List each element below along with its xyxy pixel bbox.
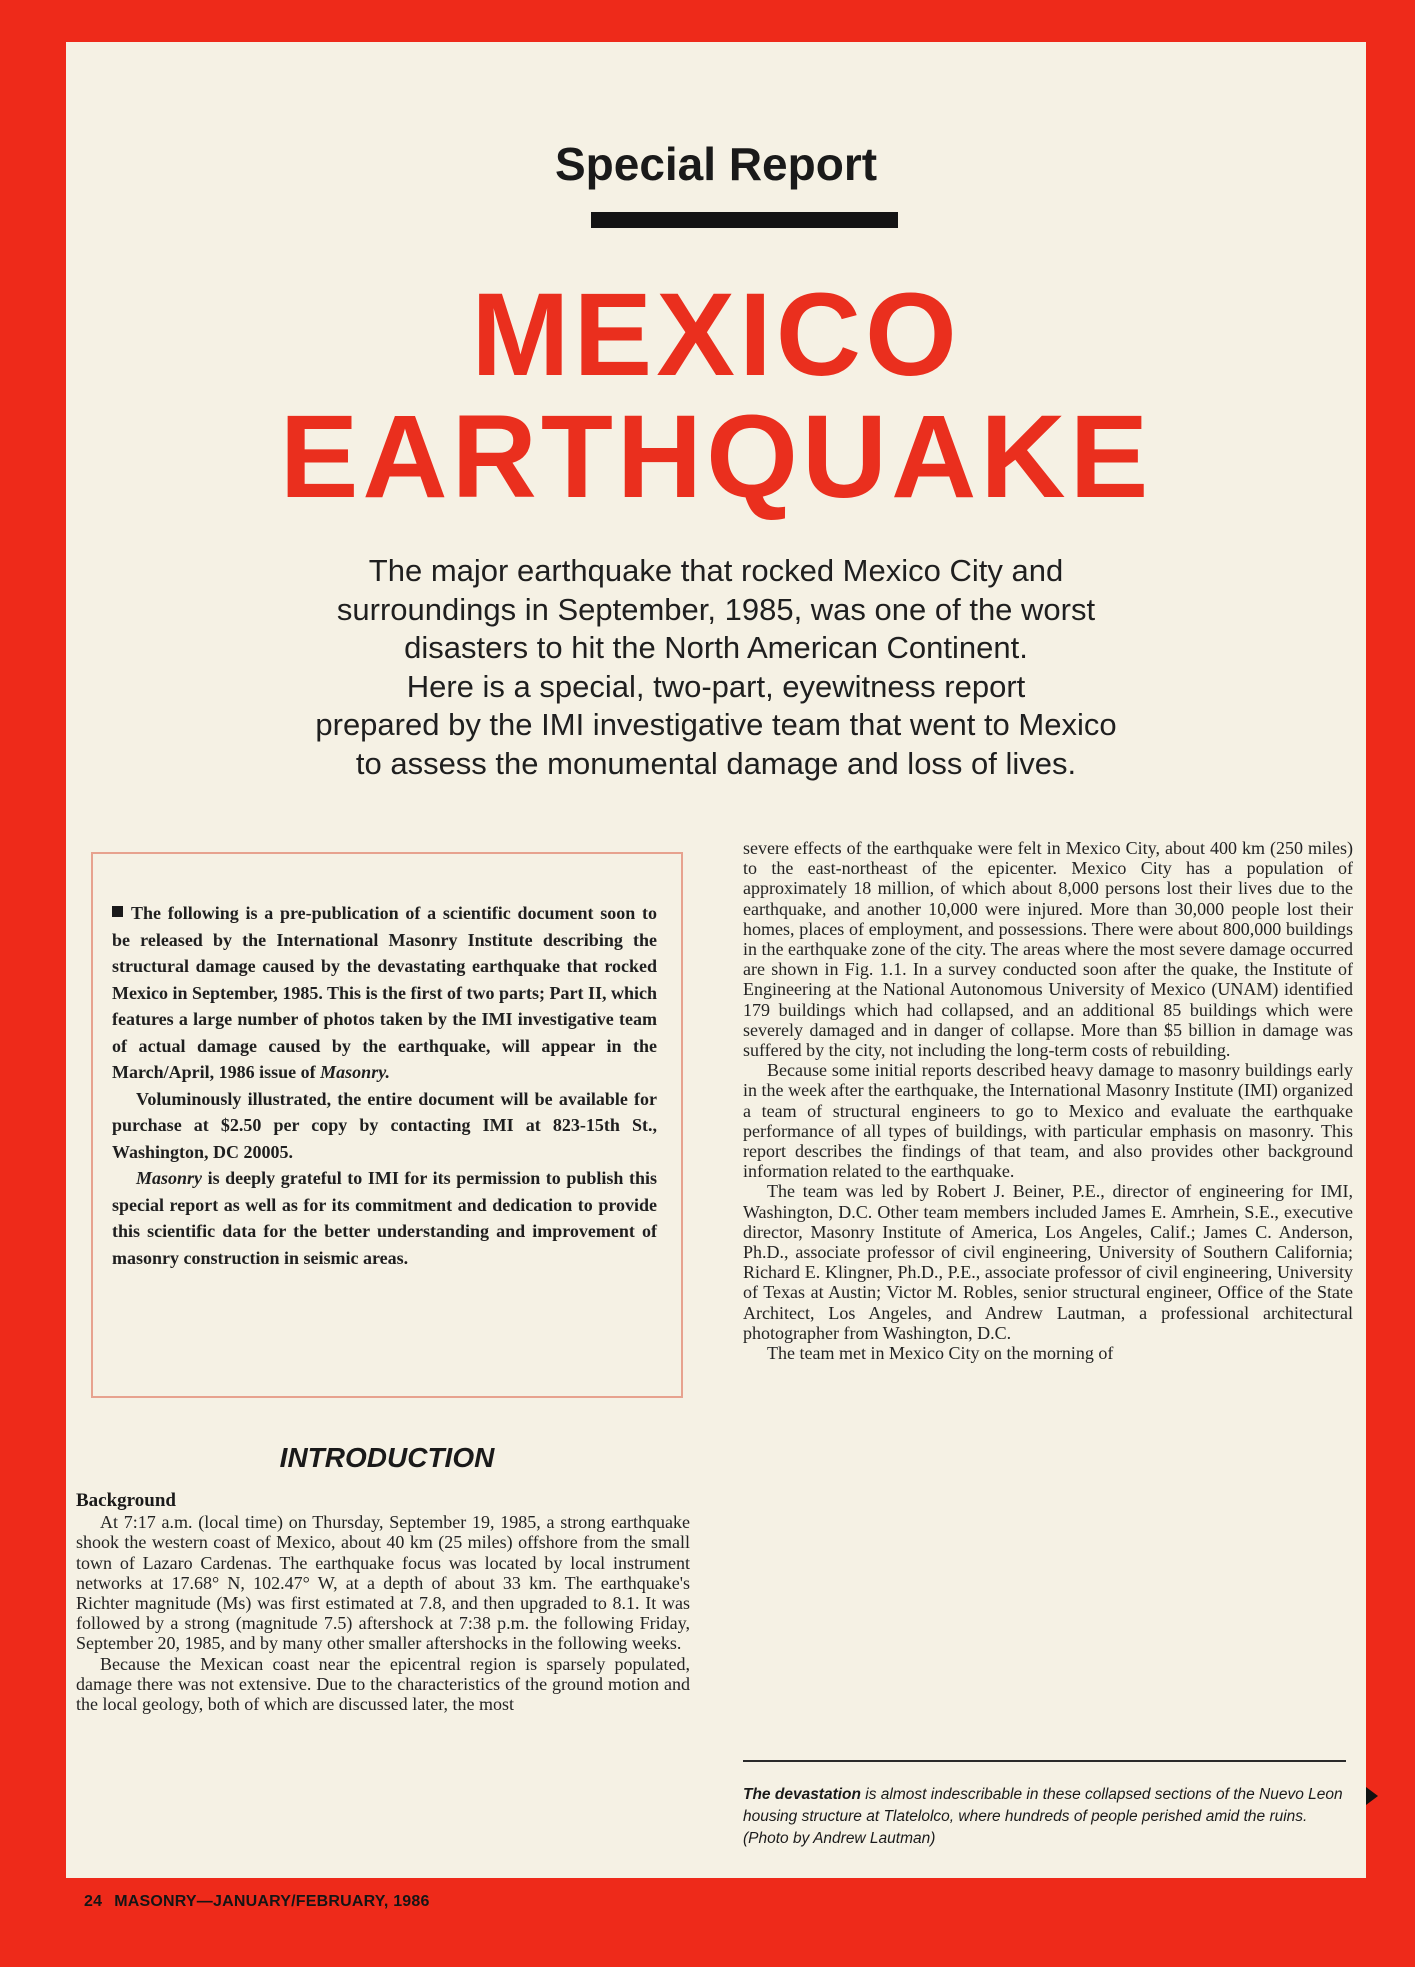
body-paragraph: Because the Mexican coast near the epicentral region is sparsely populated, damage there was not extensive. Due to the characteristics of the ground motion and the local geology, both of which are discussed later, the most — [76, 1653, 690, 1715]
body-paragraph: severe effects of the earthquake were felt in Mexico City, about 400 km (250 miles) to the east-northeast of the epicenter. Mexico City has a population of approximately 18 million, of which about 8,000 persons lost their lives due to the earthquake, and another 10,000 were injured. More than 30,000 people lost their homes, places of employment, and possessions. There were about 800,000 buildings in the earthquake zone of the city. The areas where the most severe damage occurred are shown in Fig. 1.1. In a survey conducted soon after the quake, the Institute of Engineering at the National Autonomous University of Mexico (UNAM) identified 179 buildings which had collapsed, and an additional 85 buildings which were severely damaged and in danger of collapse. More than $5 billion in damage was suffered by the city, not including the long-term costs of rebuilding. — [743, 838, 1353, 1061]
right-column — [743, 838, 1353, 1363]
left-column — [76, 1491, 690, 1714]
photo-caption: The devastation is almost indescribable in these collapsed sections of the Nuevo Leon housing structure at Tlatelolco, where hundreds of people perished amid the ruins. (Photo by Andrew Lautman) — [743, 1786, 1343, 1847]
page-footer — [84, 1893, 430, 1911]
body-paragraph: Because some initial reports described heavy damage to masonry buildings early in the week after the earthquake, the International Masonry Institute (IMI) organized a team of structural engineers to go to Mexico and evaluate the earthquake performance of all types of buildings, with particular emphasis on masonry. This report describes the findings of that team, and also provides other background information related to the earthquake. — [743, 1060, 1353, 1182]
headline — [66, 269, 1366, 523]
deck-line: Here is a special, two-part, eyewitness report — [406, 668, 1026, 704]
body-paragraph: The team was led by Robert J. Beiner, P.E., director of engineering for IMI, Washington, D.C. Other team members included James E. Amrhein, S.E., executive director, Masonry Institute of America, Los Angeles, Calif.; James C. Anderson, Ph.D., associate professor of civil engineering, University of Southern California; Richard E. Klingner, Ph.D., P.E., associate professor of civil engineering, University of Texas at Austin; Victor M. Robles, senior structural engineer, Office of the State Architect, Los Angeles, and Andrew Lautman, a professional architectural photographer from Washington, D.C. — [743, 1181, 1353, 1343]
deck-line: prepared by the IMI investigative team that went to Mexico — [315, 707, 1117, 742]
background-subhead: Background — [76, 1490, 176, 1511]
headline-line-2: EARTHQUAKE — [279, 391, 1153, 523]
continue-arrow-icon — [1366, 1787, 1378, 1805]
bullet-square-icon — [112, 906, 123, 917]
introduction-heading: INTRODUCTION — [279, 1442, 495, 1473]
editor-note-paragraph: Masonry is deeply grateful to IMI for its permission to publish this special report as well as for its commitment and dedication to provide this scientific data for the better understanding and improvement of masonry construction in seismic areas. — [112, 1168, 657, 1268]
body-paragraph: The team met in Mexico City on the morning of — [767, 1343, 1114, 1364]
editor-note-box — [91, 852, 683, 1398]
kicker-rule — [591, 212, 898, 228]
deck-line: surroundings in September, 1985, was one of the worst — [336, 591, 1096, 627]
magazine-page — [66, 42, 1366, 1878]
deck-line: to assess the monumental damage and loss of lives. — [355, 745, 1077, 781]
body-paragraph: At 7:17 a.m. (local time) on Thursday, September 19, 1985, a strong earthquake shook the western coast of Mexico, about 40 km (25 miles) offshore from the small town of Lazaro Cardenas. The earthquake focus was located by local instrument networks at 17.68° N, 102.47° W, at a depth of about 33 km. The earthquake's Richter magnitude (Ms) was first estimated at 7.8, and then upgraded to 8.1. It was followed by a strong (magnitude 7.5) aftershock at 7:38 p.m. the following Friday, September 20, 1985, and by many other smaller aftershocks in the following weeks. — [76, 1512, 690, 1654]
deck-text — [186, 552, 1246, 783]
page-number: 24 — [84, 1893, 103, 1910]
deck-line: The major earthquake that rocked Mexico City and — [368, 553, 1064, 588]
section-kicker: Special Report — [554, 138, 878, 190]
running-head: MASONRY—JANUARY/FEBRUARY, 1986 — [114, 1893, 430, 1910]
deck-line: disasters to hit the North American Continent. — [404, 630, 1028, 665]
editor-note-paragraph: The following is a pre-publication of a scientific document soon to be released by the International Masonry Institute describing the structural damage caused by the devastating earthquake that rocked Mexico in September, 1985. This is the first of two parts; Part II, which features a large number of photos taken by the IMI investigative team of actual damage caused by the earthquake, will appear in the March/April, 1986 issue of Masonry. — [112, 903, 657, 1082]
headline-line-1: MEXICO — [471, 269, 961, 401]
editor-note-paragraph: Voluminously illustrated, the entire document will be available for purchase at $2.50 per copy by contacting IMI at 823-15th St., Washington, DC 20005. — [112, 1088, 657, 1162]
caption-rule — [743, 1760, 1346, 1762]
